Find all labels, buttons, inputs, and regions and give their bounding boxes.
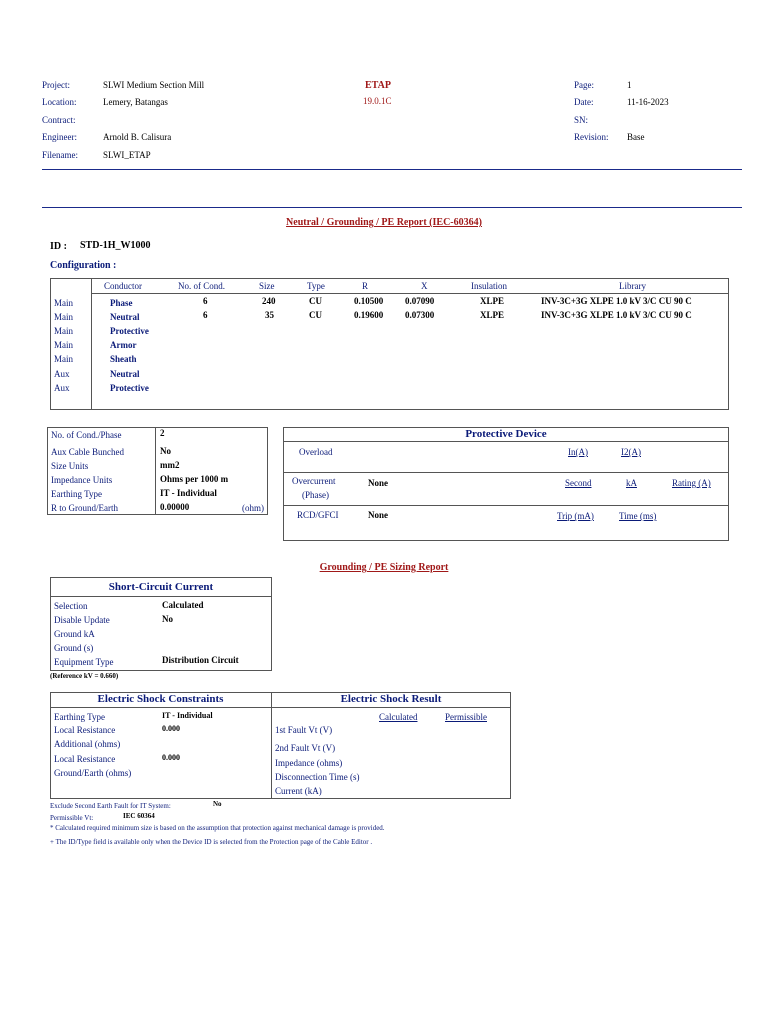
col-size: Size [259,281,275,291]
row-group: Main [54,298,73,308]
shock-result-title: Electric Shock Result [340,693,442,705]
row-r: 0.10500 [354,296,384,306]
revision-label: Revision: [574,132,609,142]
prop-value: 0.00000 [160,502,190,512]
ground-earth-label: Ground/Earth (ohms) [54,768,132,778]
row-group: Main [54,354,73,364]
pd-row-rule [283,505,729,506]
row-conductor: Protective [110,383,149,393]
in-a-label: In(A) [568,447,588,457]
local-resistance-value: 0.000 [162,724,180,733]
project-label: Project: [42,80,70,90]
phase-label: (Phase) [302,490,329,500]
calculated-label: Calculated [379,712,418,722]
sc-label: Selection [54,601,88,611]
row-conductor: Sheath [110,354,137,364]
col-conductor: Conductor [104,281,142,291]
earthing-type-value: IT - Individual [162,711,213,720]
result-row-label: Impedance (ohms) [275,758,343,768]
exclude-second-fault-label: Exclude Second Earth Fault for IT System: [50,802,171,810]
date-value: 11-16-2023 [627,97,669,107]
row-size: 35 [265,310,274,320]
local-resistance-label: Local Resistance [54,725,116,735]
col-library: Library [619,281,646,291]
note-minimum-size: * Calculated required minimum size is based on the assumption that protection against mechanical damage is provided. [50,824,385,832]
row-conductor: Phase [110,298,133,308]
row-conductor: Protective [110,326,149,336]
header-divider [42,169,742,170]
config-group-divider [91,278,92,410]
local-resistance-2-label: Local Resistance [54,754,116,764]
row-type: CU [309,296,322,306]
i2-a-label: I2(A) [621,447,641,457]
es-divider [271,692,272,799]
cable-properties-table [47,427,268,515]
configuration-label: Configuration : [50,260,117,271]
prop-label: Earthing Type [51,489,102,499]
prop-label: No. of Cond./Phase [51,430,122,440]
sc-value: Calculated [162,600,204,610]
permissible-vt-value: IEC 60364 [123,812,155,820]
protective-device-table [283,427,729,541]
shock-constraints-title: Electric Shock Constraints [97,693,224,705]
row-group: Main [54,312,73,322]
result-row-label: 2nd Fault Vt (V) [275,743,336,753]
prop-value: IT - Individual [160,488,217,498]
config-header-rule [91,293,728,294]
row-group: Aux [54,369,70,379]
row-type: CU [309,310,322,320]
rcd-gfci-value: None [368,510,388,520]
permissible-label: Permissible [445,712,487,722]
row-insulation: XLPE [480,296,505,306]
row-group: Aux [54,383,70,393]
local-resistance-2-value: 0.000 [162,753,180,762]
note-id-type: + The ID/Type field is available only when the Device ID is selected from the Protection page of the Cable Editor . [50,838,373,846]
row-count: 6 [203,310,208,320]
second-label: Second [565,478,592,488]
row-x: 0.07300 [405,310,435,320]
project-value: SLWI Medium Section Mill [103,80,205,90]
row-x: 0.07090 [405,296,435,306]
overcurrent-value: None [368,478,388,488]
id-label: ID : [50,241,67,252]
row-library: INV-3C+3G XLPE 1.0 kV 3/C CU 90 C [541,296,692,306]
overcurrent-label: Overcurrent [292,476,336,486]
earthing-type-label: Earthing Type [54,712,105,722]
col-x: X [421,281,428,291]
pd-row-rule [283,472,729,473]
sizing-report-title: Grounding / PE Sizing Report [319,562,449,573]
sc-label: Ground (s) [54,643,94,653]
row-group: Main [54,326,73,336]
trip-ma-label: Trip (mA) [557,511,594,521]
row-insulation: XLPE [480,310,505,320]
col-insulation: Insulation [471,281,507,291]
overload-label: Overload [299,447,333,457]
filename-value: SLWI_ETAP [103,150,151,160]
id-value: STD-1H_W1000 [80,240,151,251]
sn-label: SN: [574,115,589,125]
col-r: R [362,281,369,291]
permissible-vt-label: Permissible Vt: [50,814,94,822]
pd-title-rule [283,441,729,442]
contract-label: Contract: [42,115,76,125]
sc-value: No [162,614,173,624]
report-title: Neutral / Grounding / PE Report (IEC-60364) [286,217,482,228]
exclude-second-fault-value: No [213,800,222,808]
prop-value: No [160,446,171,456]
time-ms-label: Time (ms) [619,511,657,521]
revision-value: Base [627,132,645,142]
row-size: 240 [262,296,276,306]
filename-label: Filename: [42,150,78,160]
rcd-gfci-label: RCD/GFCI [297,510,339,520]
cable-props-divider [155,427,156,515]
row-library: INV-3C+3G XLPE 1.0 kV 3/C CU 90 C [541,310,692,320]
date-label: Date: [574,97,594,107]
location-label: Location: [42,97,77,107]
short-circuit-title: Short-Circuit Current [108,581,214,593]
page-label: Page: [574,80,594,90]
row-conductor: Neutral [110,369,140,379]
app-name: ETAP [365,80,391,91]
app-version: 19.0.1C [363,96,392,106]
ka-label: kA [626,478,637,488]
row-count: 6 [203,296,208,306]
result-row-label: Disconnection Time (s) [275,772,360,782]
title-divider [42,207,742,208]
prop-label: Impedance Units [51,475,113,485]
sc-label: Equipment Type [54,657,114,667]
prop-value: Ohms per 1000 m [160,474,229,484]
additional-ohms-label: Additional (ohms) [54,739,121,749]
prop-label: R to Ground/Earth [51,503,118,513]
prop-value: mm2 [160,460,180,470]
engineer-value: Arnold B. Calisura [103,132,172,142]
rating-label: Rating (A) [672,478,711,488]
row-r: 0.19600 [354,310,384,320]
sc-label: Ground kA [54,629,95,639]
prop-label: Aux Cable Bunched [51,447,124,457]
sc-value: Distribution Circuit [162,655,239,665]
row-conductor: Armor [110,340,137,350]
prop-label: Size Units [51,461,89,471]
prop-value: 2 [160,428,165,438]
engineer-label: Engineer: [42,132,77,142]
ohm-unit: (ohm) [242,503,264,513]
location-value: Lemery, Batangas [103,97,168,107]
col-no-of-cond: No. of Cond. [178,281,225,291]
row-group: Main [54,340,73,350]
sc-title-rule [50,596,272,597]
col-type: Type [307,281,325,291]
reference-kv: (Reference kV = 0.660) [50,672,119,680]
row-conductor: Neutral [110,312,140,322]
sc-label: Disable Update [54,615,110,625]
protective-device-title: Protective Device [465,428,547,440]
result-row-label: 1st Fault Vt (V) [275,725,333,735]
es-title-rule [50,707,511,708]
page-value: 1 [627,80,632,90]
result-row-label: Current (kA) [275,786,322,796]
